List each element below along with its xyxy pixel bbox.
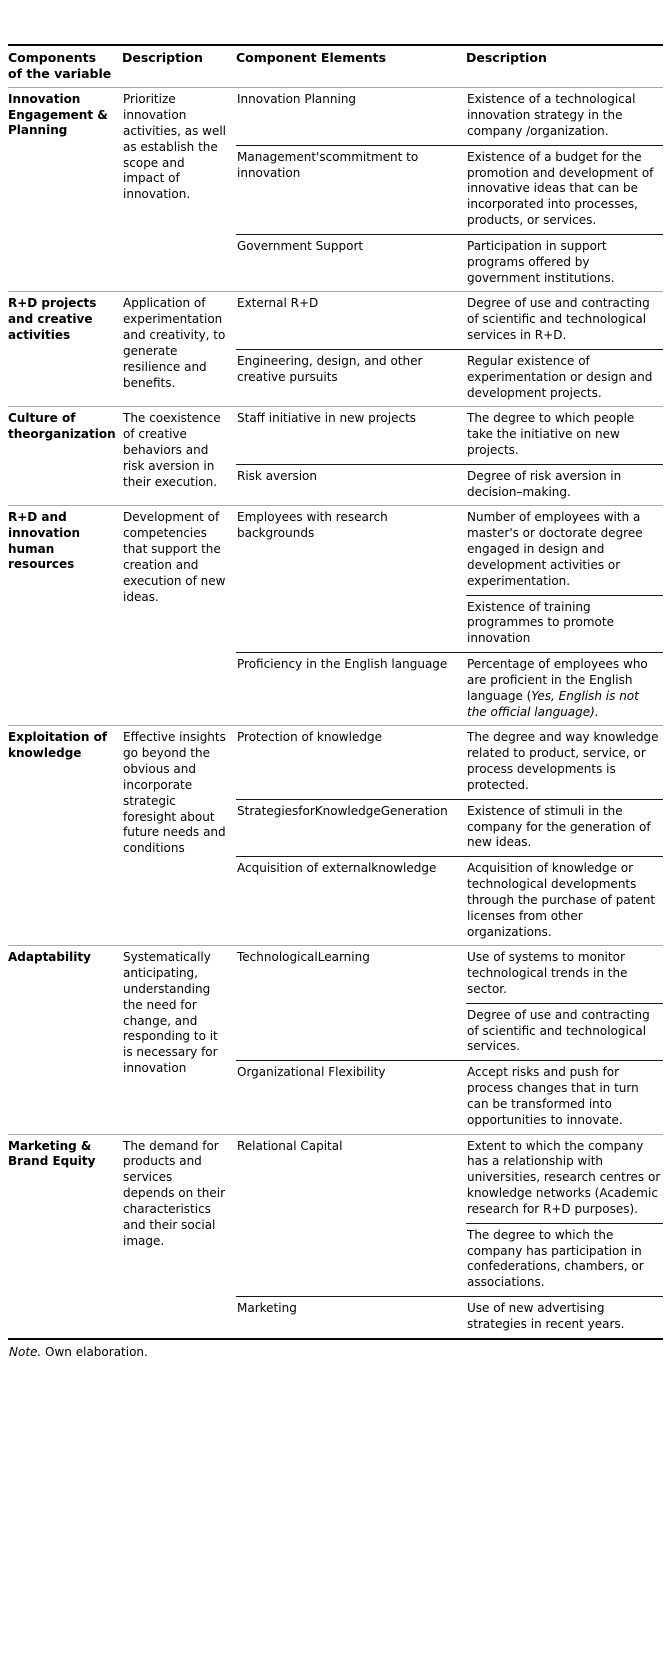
element-name-cell: Marketing (236, 1297, 466, 1339)
table-body (8, 88, 663, 1339)
element-name-cell: Proficiency in the English language (236, 653, 466, 726)
element-description-cell: Percentage of employees who are proficient in the English language (Yes, English is not the official language). (466, 653, 663, 726)
element-name-cell: Innovation Planning (236, 88, 466, 145)
table-row (8, 88, 663, 145)
element-name-cell: Risk aversion (236, 464, 466, 506)
col-header-component-elements: Component Elements (236, 45, 466, 88)
component-description-cell: Prioritize innovation activities, as well as establish the scope and impact of innovation. (122, 88, 236, 292)
element-description-cell: Use of new advertising strategies in recent years. (466, 1297, 663, 1339)
component-cell: Innovation Engagement & Planning (8, 88, 122, 292)
note-text: Own elaboration. (41, 1344, 148, 1359)
element-name-cell: Engineering, design, and other creative pursuits (236, 349, 466, 406)
element-name-cell: Organizational Flexibility (236, 1061, 466, 1134)
element-description-cell: Existence of a budget for the promotion and development of innovative ideas that can be incorporated into processes, products, or services. (466, 145, 663, 234)
element-name-cell: Acquisition of externalknowledge (236, 857, 466, 946)
header-row (8, 45, 663, 88)
component-description-cell: Systematically anticipating, understanding the need for change, and responding to it is necessary for innovation (122, 946, 236, 1134)
element-name-cell: Employees with research backgrounds (236, 506, 466, 653)
element-name-cell: Protection of knowledge (236, 726, 466, 799)
element-description-cell: Degree of use and contracting of scientific and technological services. (466, 1003, 663, 1060)
element-description-cell: Accept risks and push for process changes that in turn can be transformed into opportunities to innovate. (466, 1061, 663, 1134)
element-description-cell: Acquisition of knowledge or technological developments through the purchase of patent licenses from other organizations. (466, 857, 663, 946)
element-name-cell: Government Support (236, 234, 466, 291)
element-name-cell: StrategiesforKnowledgeGeneration (236, 799, 466, 856)
element-description-cell: Degree of use and contracting of scientific and technological services in R+D. (466, 292, 663, 349)
element-name-cell: Management'scommitment to innovation (236, 145, 466, 234)
component-description-cell: Application of experimentation and creativity, to generate resilience and benefits. (122, 292, 236, 407)
element-description-cell: Regular existence of experimentation or design and development projects. (466, 349, 663, 406)
element-name-cell: Staff initiative in new projects (236, 407, 466, 464)
element-description-cell: The degree and way knowledge related to product, service, or process developments is protected. (466, 726, 663, 799)
table-header (8, 45, 663, 88)
element-name-cell: TechnologicalLearning (236, 946, 466, 1061)
element-description-cell: Existence of a technological innovation strategy in the company /organization. (466, 88, 663, 145)
col-header-components: Components of the variable (8, 45, 122, 88)
table-row (8, 506, 663, 595)
element-description-cell: Existence of stimuli in the company for the generation of new ideas. (466, 799, 663, 856)
table-row (8, 1134, 663, 1223)
component-cell: R+D and innovation human resources (8, 506, 122, 726)
component-cell: Exploitation of knowledge (8, 726, 122, 946)
component-cell: Culture of theorganization (8, 407, 122, 506)
element-description-cell: Degree of risk aversion in decision–making. (466, 464, 663, 506)
element-description-cell: The degree to which people take the initiative on new projects. (466, 407, 663, 464)
element-description-cell: Number of employees with a master's or doctorate degree engaged in design and development activities or experimentation. (466, 506, 663, 595)
element-name-cell: External R+D (236, 292, 466, 349)
element-description-cell: The degree to which the company has participation in confederations, chambers, or associations. (466, 1223, 663, 1296)
note-label: Note. (9, 1344, 42, 1359)
table-row (8, 726, 663, 799)
table-row (8, 292, 663, 349)
component-cell: Adaptability (8, 946, 122, 1134)
col-header-description-2: Description (466, 45, 663, 88)
element-description-cell: Participation in support programs offered by government institutions. (466, 234, 663, 291)
element-description-cell: Extent to which the company has a relationship with universities, research centres or knowledge networks (Academic research for R+D purposes). (466, 1134, 663, 1223)
table-row (8, 407, 663, 464)
component-description-cell: The coexistence of creative behaviors and risk aversion in their execution. (122, 407, 236, 506)
col-header-description-1: Description (122, 45, 236, 88)
table-note (9, 1345, 663, 1359)
table-row (8, 946, 663, 1003)
component-cell: Marketing & Brand Equity (8, 1134, 122, 1339)
component-description-cell: The demand for products and services depends on their characteristics and their social image. (122, 1134, 236, 1339)
element-description-cell: Existence of training programmes to promote innovation (466, 595, 663, 652)
variable-components-table (8, 44, 663, 1340)
italic-text: Yes, English is not the official language). (467, 688, 639, 719)
component-description-cell: Development of competencies that support the creation and execution of new ideas. (122, 506, 236, 726)
component-description-cell: Effective insights go beyond the obvious and incorporate strategic foresight about future needs and conditions (122, 726, 236, 946)
component-cell: R+D projects and creative activities (8, 292, 122, 407)
element-name-cell: Relational Capital (236, 1134, 466, 1296)
element-description-cell: Use of systems to monitor technological trends in the sector. (466, 946, 663, 1003)
